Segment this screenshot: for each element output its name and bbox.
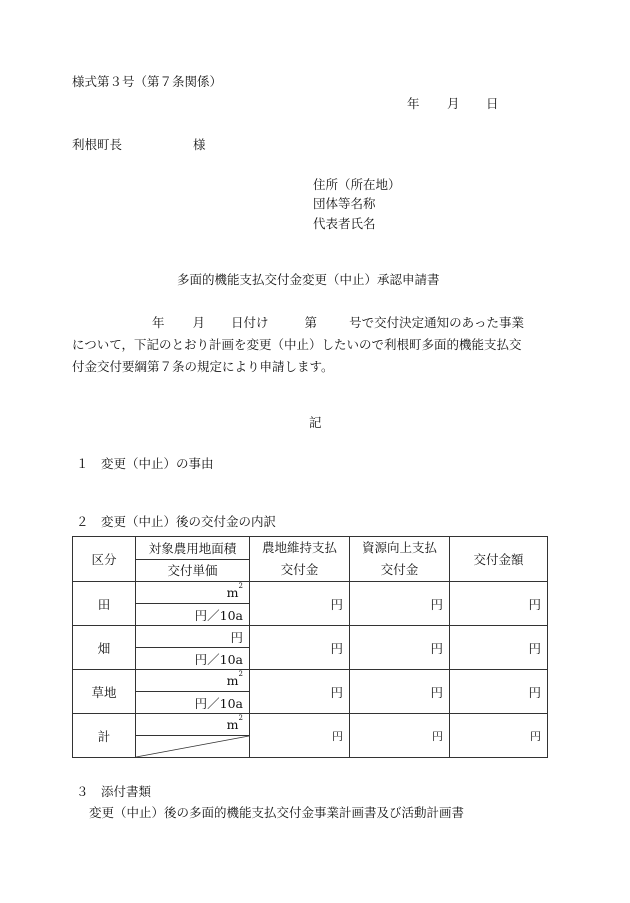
diagonal-slash-cell xyxy=(136,736,250,758)
document-title: 多面的機能支払交付金変更（中止）承認申請書 xyxy=(177,272,440,287)
group-name-label: 団体等名称 xyxy=(313,196,376,211)
amount-cell: 円 xyxy=(450,626,548,670)
area-cell: 円 xyxy=(136,626,250,648)
attachment-item: 変更（中止）後の多面的機能支払交付金事業計画書及び活動計画書 xyxy=(89,805,465,820)
unit-price-cell: 円／10a xyxy=(136,692,250,714)
header-maintenance: 農地維持支払 交付金 xyxy=(250,537,350,582)
diagonal-slash xyxy=(136,736,249,757)
maintenance-cell: 円 xyxy=(250,670,350,714)
section-2-title: ２ 変更（中止）後の交付金の内訳 xyxy=(76,514,277,529)
body-paragraph xyxy=(72,312,562,378)
grant-breakdown-table xyxy=(72,536,548,758)
body-line-3: 付金交付要綱第７条の規定により申請します。 xyxy=(72,359,334,374)
addressee-name: 利根町長 xyxy=(72,137,123,152)
row-label: 田 xyxy=(73,582,136,626)
header-area: 対象農用地面積 xyxy=(136,537,250,560)
table-row xyxy=(73,670,548,692)
resource-cell: 円 xyxy=(350,670,450,714)
addressee-honorific: 様 xyxy=(193,137,206,152)
section-1-title: １ 変更（中止）の事由 xyxy=(76,456,214,471)
row-label: 畑 xyxy=(73,626,136,670)
row-label: 計 xyxy=(73,714,136,758)
ki-heading: 記 xyxy=(309,415,322,430)
resource-cell: 円 xyxy=(350,582,450,626)
form-number: 様式第３号（第７条関係） xyxy=(72,74,223,89)
row-label: 草地 xyxy=(73,670,136,714)
date-month-label: 月 xyxy=(447,96,460,111)
section-3-title: ３ 添付書類 xyxy=(76,784,152,799)
amount-cell: 円 xyxy=(450,670,548,714)
body-line-2: について，下記のとおり計画を変更（中止）したいので利根町多面的機能支払交 xyxy=(72,337,522,352)
resource-cell: 円 xyxy=(350,714,450,758)
maintenance-cell: 円 xyxy=(250,714,350,758)
header-resource: 資源向上支払 交付金 xyxy=(350,537,450,582)
area-cell: $m^2$ xyxy=(136,714,250,736)
amount-cell: 円 xyxy=(450,582,548,626)
maintenance-cell: 円 xyxy=(250,626,350,670)
unit-price-cell: 円／10a xyxy=(136,604,250,626)
representative-label: 代表者氏名 xyxy=(313,216,376,231)
date-day-label: 日 xyxy=(486,96,499,111)
area-cell: $m^2$ xyxy=(136,582,250,604)
maintenance-cell: 円 xyxy=(250,582,350,626)
header-unit-price: 交付単価 xyxy=(136,559,250,582)
date-year-label: 年 xyxy=(407,96,420,111)
table-row-total xyxy=(73,714,548,736)
table-header-row xyxy=(73,537,548,560)
amount-cell: 円 xyxy=(450,714,548,758)
table-row xyxy=(73,582,548,604)
body-line-1: 年 月 日付け 第 号で交付決定通知のあった事業 xyxy=(152,315,524,330)
header-category: 区分 xyxy=(73,537,136,582)
table-row xyxy=(73,626,548,648)
address-label: 住所（所在地） xyxy=(313,177,401,192)
unit-price-cell: 円／10a xyxy=(136,648,250,670)
resource-cell: 円 xyxy=(350,626,450,670)
header-amount: 交付金額 xyxy=(450,537,548,582)
area-cell: $m^2$ xyxy=(136,670,250,692)
